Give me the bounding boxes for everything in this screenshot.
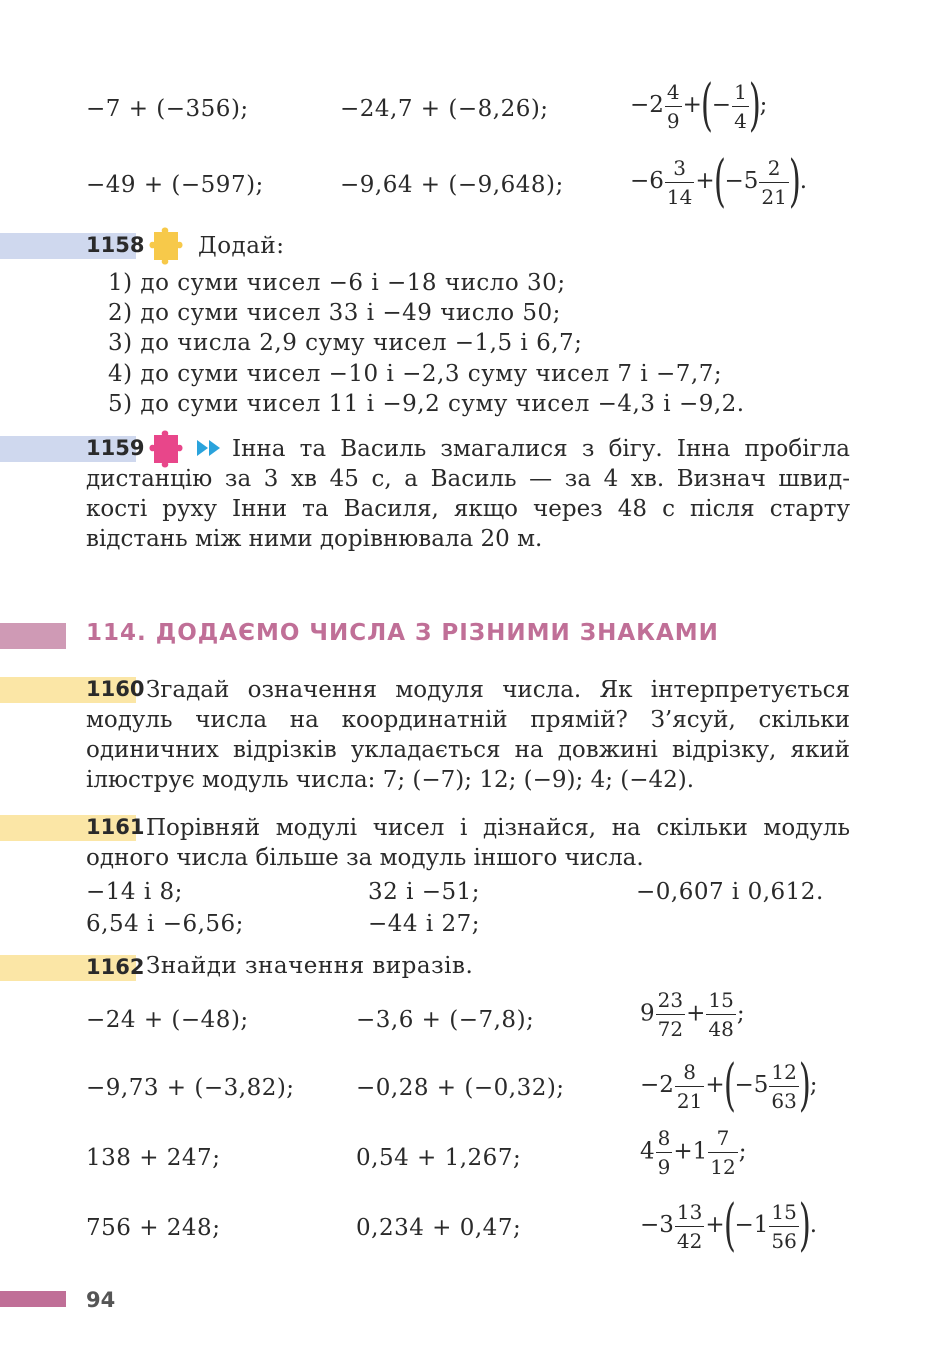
exercise-number-1161: 1161 — [86, 815, 145, 839]
expr-col3: −3 $\frac{13}{42}$ +(−1 $\frac{15}{56}$ ). — [640, 1193, 818, 1258]
section-band — [0, 623, 66, 649]
exercise-text-1159-line1: Інна та Василь змагалися з бігу. Інна пробігла — [232, 436, 850, 462]
exercise-text-1159-line3: кості руху Інни та Василя, якщо через 48 с після старту — [86, 496, 850, 522]
exercise-text-1161-line1: Порівняй модулі чисел і дізнайся, на скільки модуль — [146, 815, 850, 841]
page-number: 94 — [86, 1288, 116, 1312]
exercise-text-1159-line4: відстань між ними дорівнювала 20 м. — [86, 526, 543, 552]
exercise-number-1158: 1158 — [86, 233, 145, 257]
expr-col1: 138 + 247; — [86, 1145, 221, 1171]
exercise-text-1160-line3: одиничних відрізків укладається на довжині відрізку, який — [86, 737, 850, 763]
exercise-title-1162: Знайди значення виразів. — [146, 953, 474, 979]
expr-row2-a: −49 + (−597); — [86, 172, 264, 198]
exercise-number-1159: 1159 — [86, 436, 145, 460]
expr-row1-a: −7 + (−356); — [86, 96, 249, 122]
expr-col2: −3,6 + (−7,8); — [356, 1007, 535, 1033]
expr-col1: 756 + 248; — [86, 1215, 221, 1241]
pair-item: 32 і −51; — [368, 879, 481, 905]
expr-row2-b: −9,64 + (−9,648); — [340, 172, 564, 198]
fast-forward-icon — [196, 438, 222, 458]
expr-col2: 0,234 + 0,47; — [356, 1215, 522, 1241]
list-item: 4) до суми чисел −10 і −2,3 суму чисел 7 і −7,7; — [108, 361, 723, 387]
footer-band — [0, 1291, 66, 1307]
pair-item: 6,54 і −6,56; — [86, 911, 244, 937]
list-item: 3) до числа 2,9 суму чисел −1,5 і 6,7; — [108, 330, 583, 356]
expr-col2: 0,54 + 1,267; — [356, 1145, 522, 1171]
expr-row2-c: −6 $\frac{3}{14}$ +(−5 $\frac{2}{21}$ ). — [630, 149, 808, 214]
expr-col3: −2 $\frac{8}{21}$ +(−5 $\frac{12}{63}$ ); — [640, 1053, 818, 1118]
expr-col2: −0,28 + (−0,32); — [356, 1075, 565, 1101]
puzzle-icon — [146, 429, 186, 469]
exercise-text-1161-line2: одного числа більше за модуль іншого числа. — [86, 845, 644, 871]
section-title: 114. ДОДАЄМО ЧИСЛА З РІЗНИМИ ЗНАКАМИ — [86, 620, 719, 646]
pair-item: −14 і 8; — [86, 879, 183, 905]
exercise-text-1160-line4: ілюструє модуль числа: 7; (−7); 12; (−9); 4; (−42). — [86, 767, 695, 793]
exercise-number-1160: 1160 — [86, 677, 145, 701]
expr-col1: −9,73 + (−3,82); — [86, 1075, 295, 1101]
list-item: 5) до суми чисел 11 і −9,2 суму чисел −4,3 і −9,2. — [108, 391, 745, 417]
expr-col1: −24 + (−48); — [86, 1007, 249, 1033]
pair-item: −44 і 27; — [368, 911, 481, 937]
expr-row1-b: −24,7 + (−8,26); — [340, 96, 549, 122]
exercise-text-1160-line1: Згадай означення модуля числа. Як інтерпретується — [146, 677, 850, 703]
list-item: 2) до суми чисел 33 і −49 число 50; — [108, 300, 561, 326]
expr-row1-c: −2 $\frac{4}{9}$ +(− $\frac{1}{4}$ ); — [630, 73, 768, 138]
pair-item: −0,607 і 0,612. — [636, 879, 824, 905]
exercise-number-1162: 1162 — [86, 955, 145, 979]
expr-col3: 9 $\frac{23}{72}$ + $\frac{15}{48}$ ; — [640, 988, 745, 1041]
puzzle-icon — [146, 226, 186, 266]
list-item: 1) до суми чисел −6 і −18 число 30; — [108, 270, 566, 296]
exercise-text-1160-line2: модуль числа на координатній прямій? З’ясуй, скільки — [86, 707, 850, 733]
exercise-title-1158: Додай: — [198, 233, 285, 259]
expr-col3: 4 $\frac{8}{9}$ +1 $\frac{7}{12}$ ; — [640, 1126, 747, 1179]
exercise-text-1159-line2: дистанцію за 3 хв 45 с, а Василь — за 4 хв. Визнач швид- — [86, 466, 850, 492]
